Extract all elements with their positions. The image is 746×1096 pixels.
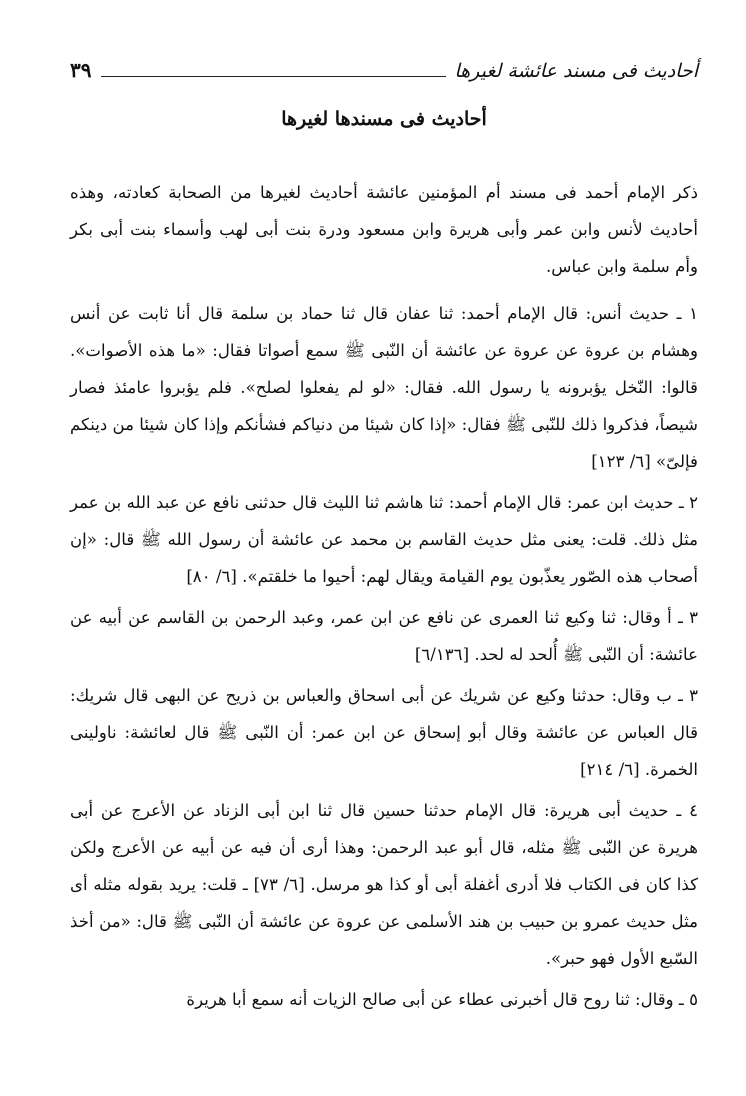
hadith-3a: ٣ ـ أ وقال: ثنا وكيع ثنا العمرى عن نافع عن ابن عمر، وعبد الرحمن بن القاسم عن أبيه عن عائشة: أن النّبى ﷺ أُلحد له لحد. [٦/١٣٦] (70, 608, 698, 664)
hadith-1-anas: ١ ـ حديث أنس: قال الإمام أحمد: ثنا عفان قال ثنا حماد بن سلمة قال أنا ثابت عن أنس وهشام بن عروة عن عروة عن عائشة أن النّبى ﷺ سمع أصواتا فقال: «ما هذه الأصوات». قالوا: النّخل يؤبرونه يا رسول الله. فقال: «لو لم يفعلوا لصلح». فلم يؤبروا عامئذ فصار شيصاً، فذكروا ذلك للنّبى ﷺ فقال: «إذا كان شيئا من دنياكم فشأنكم وإذا كان شيئا من دينكم فإلىّ» [٦/ ١٢٣] (70, 304, 698, 471)
hadith-3b: ٣ ـ ب وقال: حدثنا وكيع عن شريك عن أبى اسحاق والعباس بن ذريح عن البهى قال شريك: قال العباس عن عائشة وقال أبو إسحاق عن ابن عمر: أن النّبى ﷺ قال لعائشة: ناولينى الخمرة. [٦/ ٢١٤] (70, 686, 698, 779)
running-header (70, 58, 698, 94)
section-title: أحاديث فى مسندها لغيرها (281, 108, 487, 130)
hadith-2-ibn-umar: ٢ ـ حديث ابن عمر: قال الإمام أحمد: ثنا هاشم ثنا الليث قال حدثنى نافع عن عبد الله بن عمر مثل ذلك. قلت: يعنى مثل حديث القاسم بن محمد عن عائشة أن رسول الله ﷺ قال: «إن أصحاب هذه الصّور يعذّبون يوم القيامة ويقال لهم: أحيوا ما خلقتم». [٦/ ٨٠] (70, 493, 698, 586)
header-rule (101, 76, 446, 77)
hadith-5: ٥ ـ وقال: ثنا روح قال أخبرنى عطاء عن أبى صالح الزيات أنه سمع أبا هريرة (186, 990, 698, 1009)
intro-paragraph: ذكر الإمام أحمد فى مسند أم المؤمنين عائشة أحاديث لغيرها من الصحابة كعادته، وهذه أحاديث لأنس وابن عمر وأبى هريرة وابن مسعود ودرة بنت أبى لهب وأسماء بنت أبى بكر وأم سلمة وابن عباس. (70, 183, 698, 276)
running-title: أحاديث فى مسند عائشة لغيرها (454, 60, 698, 82)
page-number: ٣٩ (70, 58, 92, 82)
hadith-4-abu-hurayra: ٤ ـ حديث أبى هريرة: قال الإمام حدثنا حسين قال ثنا ابن أبى الزناد عن الأعرج عن أبى هريرة عن النّبى ﷺ مثله، قال أبو عبد الرحمن: وهذا أرى أن فيه عن أبيه عن الأعرج ولكن كذا كان فى الكتاب فلا أدرى أغفلة أبى أو كذا هو مرسل. [٦/ ٧٣] ـ قلت: يريد بقوله مثله أى مثل حديث عمرو بن حبيب بن هند الأسلمى عن عروة عن عائشة أن النّبى ﷺ قال: «من أخذ السّبع الأول فهو حبر». (70, 801, 698, 968)
body-text (70, 174, 698, 1018)
